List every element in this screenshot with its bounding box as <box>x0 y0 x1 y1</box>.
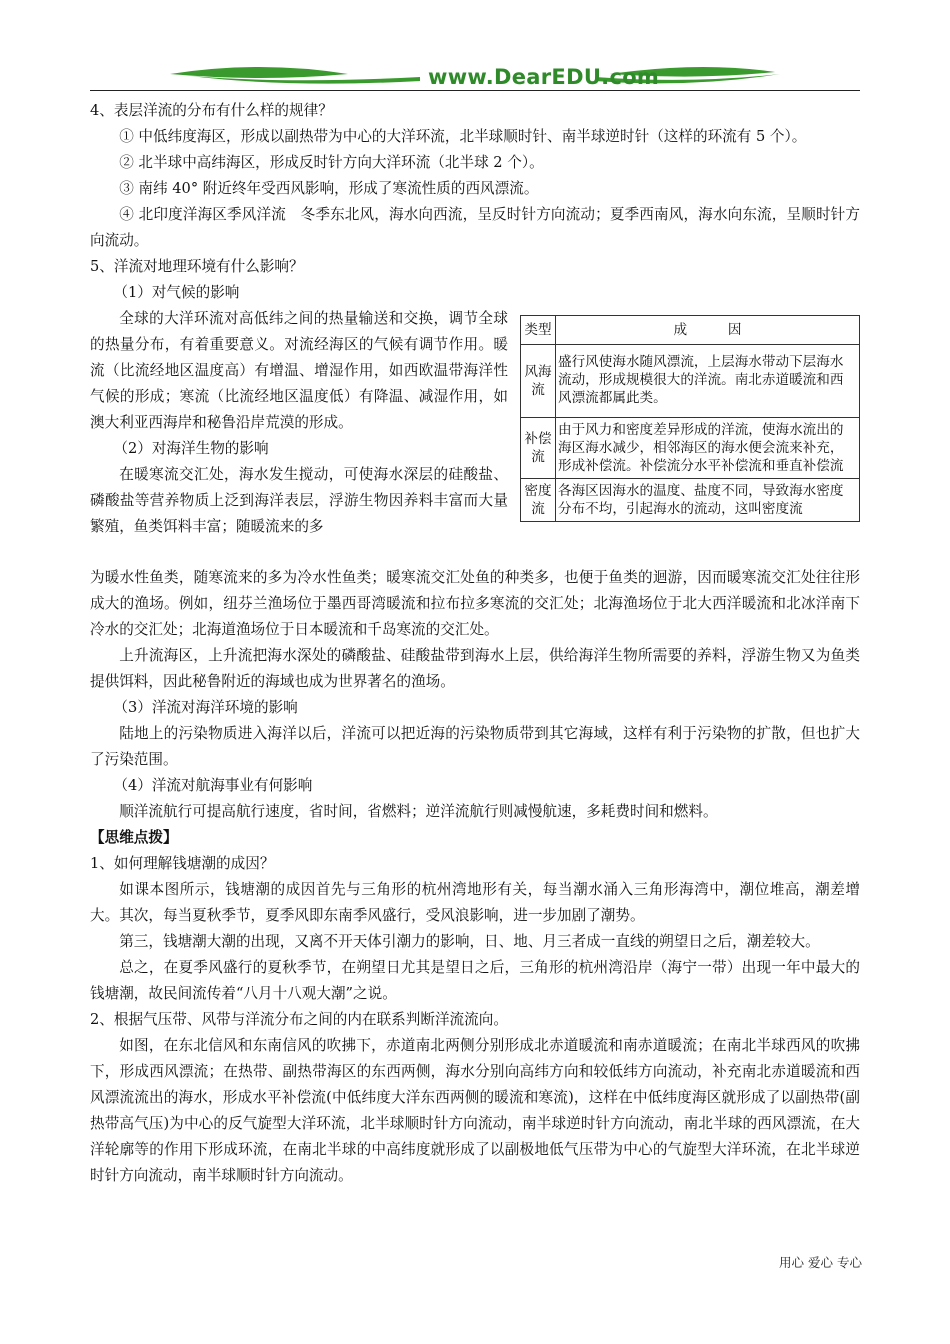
q5-section3-title: （3）洋流对海洋环境的影响 <box>113 699 298 716</box>
q5-section3-body: 陆地上的污染物质进入海洋以后，洋流可以把近海的污染物质带到其它海域，这样有利于污染物的扩散，但也扩大了污染范围。 <box>90 725 860 768</box>
q5-section1-title: （1）对气候的影响 <box>113 284 240 301</box>
q4-point-3: ③ 南纬 40° 附近终年受西风影响，形成了寒流性质的西风漂流。 <box>119 180 539 197</box>
table-cell-cause: 由于风力和密度差异形成的洋流，使海水流出的海区海水减少，相邻海区的海水便会流来补充，形成补偿流。补偿流分水平补偿流和垂直补偿流 <box>556 418 860 479</box>
q4-point-1: ① 中低纬度海区，形成以副热带为中心的大洋环流，北半球顺时针、南半球逆时针（这样的环流有 5 个）。 <box>119 128 807 145</box>
q5-title: 5、洋流对地理环境有什么影响？ <box>90 258 304 275</box>
thinking-q1-para-3: 总之，在夏季风盛行的夏秋季节，在朔望日尤其是望日之后，三角形的杭州湾沿岸（海宁一带）出现一年中最大的钱塘潮，故民间流传着“八月十八观大潮”之说。 <box>90 959 860 1002</box>
table-header-row <box>521 316 860 345</box>
section-with-table <box>90 306 860 565</box>
table-cell-cause: 盛行风使海水随风漂流，上层海水带动下层海水流动，形成规模很大的洋流。南北赤道暖流和西风漂流都属此类。 <box>556 345 860 418</box>
q4-point-2: ② 北半球中高纬海区，形成反时针方向大洋环流（北半球 2 个）。 <box>119 154 544 171</box>
table-cell-cause: 各海区因海水的温度、盐度不同，导致海水密度分布不均，引起海水的流动，这叫密度流 <box>556 479 860 522</box>
page-footer: 用心 爱心 专心 <box>779 1255 862 1270</box>
table-row <box>521 479 860 522</box>
document-body <box>90 98 860 1189</box>
q5-section2-body-a: 在暖寒流交汇处，海水发生搅动，可使海水深层的硅酸盐、磷酸盐等营养物质上泛到海洋表层，浮游生物因养料丰富而大量繁殖，鱼类饵料丰富；随暖流来的多 <box>90 466 508 535</box>
thinking-q2-para-1: 如图，在东北信风和东南信风的吹拂下，赤道南北两侧分别形成北赤道暖流和南赤道暖流；在南北半球西风的吹拂下，形成西风漂流；在热带、副热带海区的东西两侧，海水分别向高纬方向和较低纬方向流动，补充南北赤道暖流和西风漂流流出的海水，形成水平补偿流(中低纬度大洋东西两侧的暖流和寒流)，这样在中低纬度海区就形成了以副热带(副热带高气压)为中心的反气旋型大洋环流，北半球顺时针方向流动，南半球逆时针方向流动，南北半球的西风漂流，在大洋轮廓等的作用下形成环流，在南北半球的中高纬度就形成了以副极地低气压带为中心的气旋型大洋环流，在北半球逆时针方向流动，南半球顺时针方向流动。 <box>90 1037 860 1184</box>
thinking-q1-title: 1、如何理解钱塘潮的成因？ <box>90 855 275 872</box>
table-header-cause: 成 因 <box>556 316 860 345</box>
q5-section2-body-c: 上升流海区，上升流把海水深处的磷酸盐、硅酸盐带到海水上层，供给海洋生物所需要的养料，浮游生物又为鱼类提供饵料，因此秘鲁附近的海域也成为世界著名的渔场。 <box>90 647 860 690</box>
table-row <box>521 418 860 479</box>
q5-section2-body-b: 为暖水性鱼类，随寒流来的多为冷水性鱼类；暖寒流交汇处鱼的种类多，也便于鱼类的迴游，因而暖寒流交汇处往往形成大的渔场。例如，纽芬兰渔场位于墨西哥湾暖流和拉布拉多寒流的交汇处；北海渔场位于北大西洋暖流和北冰洋南下冷水的交汇处；北海道渔场位于日本暖流和千岛寒流的交汇处。 <box>90 569 860 638</box>
current-types-table <box>520 315 860 522</box>
table-row <box>521 345 860 418</box>
thinking-q2-title: 2、根据气压带、风带与洋流分布之间的内在联系判断洋流流向。 <box>90 1011 508 1028</box>
thinking-q1-para-2: 第三，钱塘潮大潮的出现，又离不开天体引潮力的影响，日、地、月三者成一直线的朔望日之后，潮差较大。 <box>119 933 820 950</box>
q4-title: 4、表层洋流的分布有什么样的规律？ <box>90 102 333 119</box>
header-rule <box>90 90 860 91</box>
q5-section1-body: 全球的大洋环流对高低纬之间的热量输送和交换，调节全球的热量分布，有着重要意义。对流经海区的气候有调节作用。暖流（比流经地区温度高）有增温、增湿作用，如西欧温带海洋性气候的形成；寒流（比流经地区温度低）有降温、减湿作用，如澳大利亚西海岸和秘鲁沿岸荒漠的形成。 <box>90 310 508 431</box>
table-header-type: 类型 <box>521 316 556 345</box>
table-cell-type: 密度流 <box>521 479 556 522</box>
q5-section2-title: （2）对海洋生物的影响 <box>113 440 269 457</box>
site-header <box>90 62 860 92</box>
table-cell-type: 风海流 <box>521 345 556 418</box>
thinking-q1-para-1: 如课本图所示，钱塘潮的成因首先与三角形的杭州湾地形有关，每当潮水涌入三角形海湾中，潮位堆高，潮差增大。其次，每当夏秋季节，夏季风即东南季风盛行，受风浪影响，进一步加剧了潮势。 <box>90 881 860 924</box>
q5-section4-title: （4）洋流对航海事业有何影响 <box>113 777 313 794</box>
thinking-heading: 【思维点拨】 <box>90 829 178 846</box>
q5-section4-body: 顺洋流航行可提高航行速度，省时间，省燃料；逆洋流航行则减慢航速，多耗费时间和燃料。 <box>119 803 718 820</box>
table-cell-type: 补偿流 <box>521 418 556 479</box>
q4-point-4: ④ 北印度洋海区季风洋流 冬季东北风，海水向西流，呈反时针方向流动；夏季西南风，海水向东流，呈顺时针方向流动。 <box>90 206 860 249</box>
site-logo-text[interactable]: www.DearEDU.com <box>428 65 660 89</box>
